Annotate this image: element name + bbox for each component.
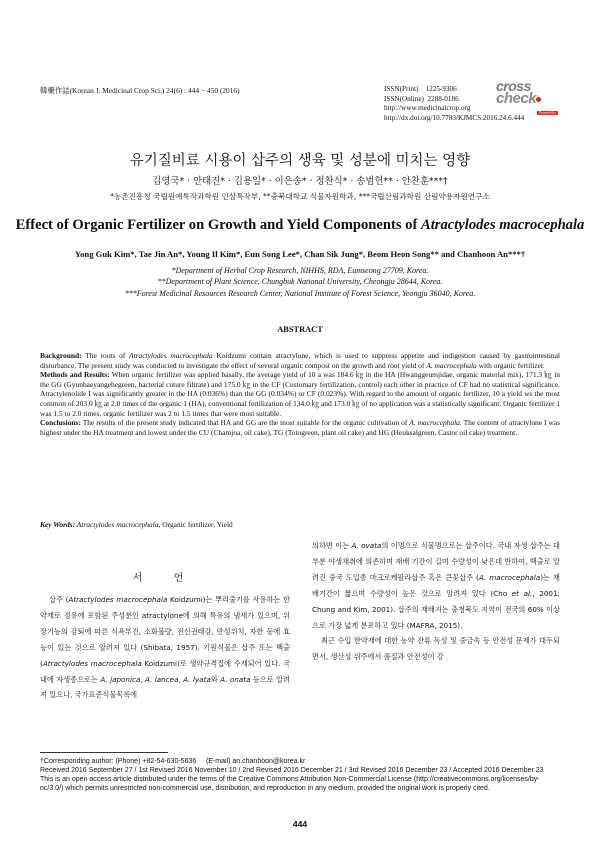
affiliation-3: ***Forest Medicinal Resources Research Center, National Institute of Forest Science, Yeongju 36040, Korea. xyxy=(124,289,476,298)
korean-title: 유기질비료 시용이 삽주의 생육 및 성분에 미치는 영향 xyxy=(129,153,471,169)
background-label: Background: xyxy=(40,351,82,360)
intro-text: 의 이명으로 식물명으로는 삽주이다. 국내 자생 삽주는 대부분 야생채취에 의존하며 재배 기간이 길며 수량성이 낮은데 반하여, 백출로 알려진 중국 도입종 마크로케팔라삽주 혹은 큰꽃삽주 ( xyxy=(312,541,560,582)
intro-paragraph-2: 최근 수입 한약재에 대한 농약 잔류 독성 및 중금속 등 안전성 문제가 대두되면서, 생산성 위주에서 품질과 안전성이 강 xyxy=(312,636,560,662)
intro-left-column xyxy=(40,592,290,703)
intro-text: 와 xyxy=(210,674,221,684)
abstract-body xyxy=(40,351,560,437)
received-history: Received 2016 September 27 / 1st Revised 2016 November 10 / 2nd Revised 2016 December 21 / 3rd Revised 2016 December 23 / Accepted 2016 December 23 xyxy=(40,767,544,774)
intro-right-column xyxy=(312,538,560,665)
crossmark-badge: Powered by xyxy=(538,111,556,116)
footnote xyxy=(40,757,562,793)
english-title xyxy=(0,217,600,234)
intro-species: A. macrocephala xyxy=(478,572,541,582)
corresponding-author: †Corresponding author: (Phone) +82-54-630-5636 (E-mail) an.chanhoon@korea.kr xyxy=(40,758,306,765)
english-authors: Yong Guk Kim*, Tae Jin An*, Young Il Kim*, Eun Song Lee*, Chan Sik Jung*, Beom Heon Song** and Chanhoon An***† xyxy=(74,249,526,259)
affiliation-2: **Department of Plant Science, Chungbuk National University, Cheongju 28644, Korea. xyxy=(157,277,443,286)
intro-text: 등으로 알려져 있으나, 국가표준식물목록에 xyxy=(40,674,290,700)
intro-paragraph-continued xyxy=(312,538,560,633)
intro-text: , xyxy=(178,674,184,684)
issn-print: ISSN(Print) 1225-9306 xyxy=(384,85,457,93)
background-text-a: The roots of xyxy=(81,351,130,360)
abstract-conclusions xyxy=(40,418,560,437)
background-text-b: Koidzumi contain atractylone, which is used to suppress appetite and indigestion caused by gastrointestinal disturbance. The present study was conducted to investigate the effect of several organic compost on the growth and root yield of xyxy=(40,351,560,370)
conclusions-label: Conclusions: xyxy=(40,418,81,428)
conclusions-species: A. macrocephala xyxy=(409,418,460,428)
english-title-main: Effect of Organic Fertilizer on Growth and Yield Components of xyxy=(15,217,421,233)
intro-species: A. onata xyxy=(220,674,251,684)
korean-authors: 김영국* · 안태진* · 김용일* · 이은송* · 정찬식* · 송범헌** · 안찬훈***† xyxy=(152,176,448,187)
intro-species: Atractylodes macrocephala xyxy=(68,595,168,604)
intro-heading: 서 언 xyxy=(132,573,198,584)
english-title-species: Atractylodes macrocephala xyxy=(420,217,585,233)
background-species-1: Atractylodes macrocephala xyxy=(129,351,213,360)
journal-reference: 韓藥作誌(Korean J. Medicinal Crop Sci.) 24(6) : 444 − 450 (2016) xyxy=(40,86,240,95)
footnote-divider xyxy=(40,752,168,753)
page-number: 444 xyxy=(292,819,308,829)
intro-text: Koidzumi)는 뿌리줄기를 사용하는 한약재로 정유에 포함된 주성분인 atractylone에 의해 특유의 냄새가 있으며, 위장기능의 감퇴에 따른 식욕부진, 소화불량, 전신권태감, 만성위치, 자한 등에 효능이 있는 것으로 알려져 있다 (Shibata, 1957). 기원식물은 삽주 또는 백출 ( xyxy=(40,595,290,668)
keywords-label: Key Words: xyxy=(40,520,76,529)
crossmark-bottom-text: check xyxy=(496,90,537,107)
doi-link[interactable]: http://dx.doi.org/10.7783/KJMCS.2016.24.6.444 xyxy=(384,113,525,122)
abstract-methods xyxy=(40,370,560,418)
keywords-species: Atractylodes macrocephala xyxy=(75,520,159,529)
keywords xyxy=(40,520,560,529)
intro-text: , 2001; Chung and Kim, 2001). 삽주의 재배지는 충청북도 지역이 전국의 60% 이상으로 가장 넓게 분포하고 있다 (MAFRA, 2015). xyxy=(312,588,560,630)
intro-text: 의하면 이는 xyxy=(312,541,352,550)
background-species-2: A. macrocephala xyxy=(426,360,477,370)
korean-affiliations: *농촌진흥청 국립원예특작과학원 인삼특작부, **충북대학교 식물자원학과, ***국립산림과학원 산림약용자원연구소 xyxy=(110,192,490,201)
intro-species: A. lyata xyxy=(183,674,211,684)
keywords-rest: , Organic fertilizer, Yield xyxy=(158,520,233,529)
conclusions-text-b: . The content of atractylone I was highest under the HA treatment and lowest under the CU (Chamjoa, oil cake), TG (Totogreen, plant oil cake) and HG (Heuksalgreen, Castor oil cake) treatment. xyxy=(40,418,560,437)
methods-label: Methods and Results: xyxy=(40,370,110,380)
background-text-c: with organic fertilizer. xyxy=(476,360,545,370)
conclusions-text-a: The results of the present study indicated that HA and GG are the most suitable for the organic cultivation of xyxy=(80,418,410,428)
license-text: This is an open access article distributed under the terms of the Creative Commons Attribution Non-Commercial License (http://creativecommons.org/licenses/by-nc/3.0/) which permits unrestricted non-commercial use, distribution, and reproduction in any medium, provided the original work is properly cited. xyxy=(40,776,540,792)
intro-text: )는 재배기간이 짧으며 수량성이 높은 것으로 알려져 있다 (Cho xyxy=(312,572,560,598)
abstract-heading: ABSTRACT xyxy=(277,325,323,334)
crossmark-dot-icon xyxy=(536,97,541,102)
intro-text: 삽주 ( xyxy=(49,595,69,604)
affiliation-1: *Department of Herbal Crop Research, NIHHS, RDA, Eumseong 27709, Korea. xyxy=(171,266,429,275)
abstract-background xyxy=(40,351,560,370)
crossmark-top-text: cross xyxy=(496,78,531,94)
intro-species: A. ovata xyxy=(351,541,382,550)
intro-species: Atractylodes macrocephala xyxy=(42,658,142,668)
journal-url[interactable]: http://www.medicinalcrop.org xyxy=(384,104,471,113)
intro-etal: et al. xyxy=(511,588,533,598)
issn-online: ISSN(Online) 2288-0186 xyxy=(384,94,459,103)
intro-text: Koidzumi)로 생약규격집에 수재되어 있다. 국내에 자생종으로는 xyxy=(40,658,290,684)
intro-species: A. lancea xyxy=(145,674,179,684)
intro-text: , xyxy=(140,674,146,684)
intro-species: A. japonica xyxy=(100,674,141,684)
crossmark-logo[interactable] xyxy=(496,78,558,116)
methods-text: When organic fertilizer was applied basally, the average yield of 10 a was 184.6 ㎏ in the HA (Hwanggeumjidae, organic material mix), 171.3 ㎏ in the GG (Gyunbaeyangehegreen, bacterial cuture filtrate) and 175.0 ㎏ in the CF (Customary fertilization, control) each other in practice of CF had no statistical significance. Atractylenolide I was significantly greater in the HA (0.036%) than the GG (0.034%) or CF (0.023%). With regard to the amount of organic fertilizer, 10 a yield ws the most common of 203.0 ㎏ at 2.0 times of the organic 1 (HA), conventional fertilization of 134.0 ㎏ and 173.0 ㎏ of no application was a statistically significant. Organic fertilizer 1 was 1.5 to 2.0 times, organic fertilizer was 2 to 1.5 times that were most suitable. xyxy=(40,370,561,418)
